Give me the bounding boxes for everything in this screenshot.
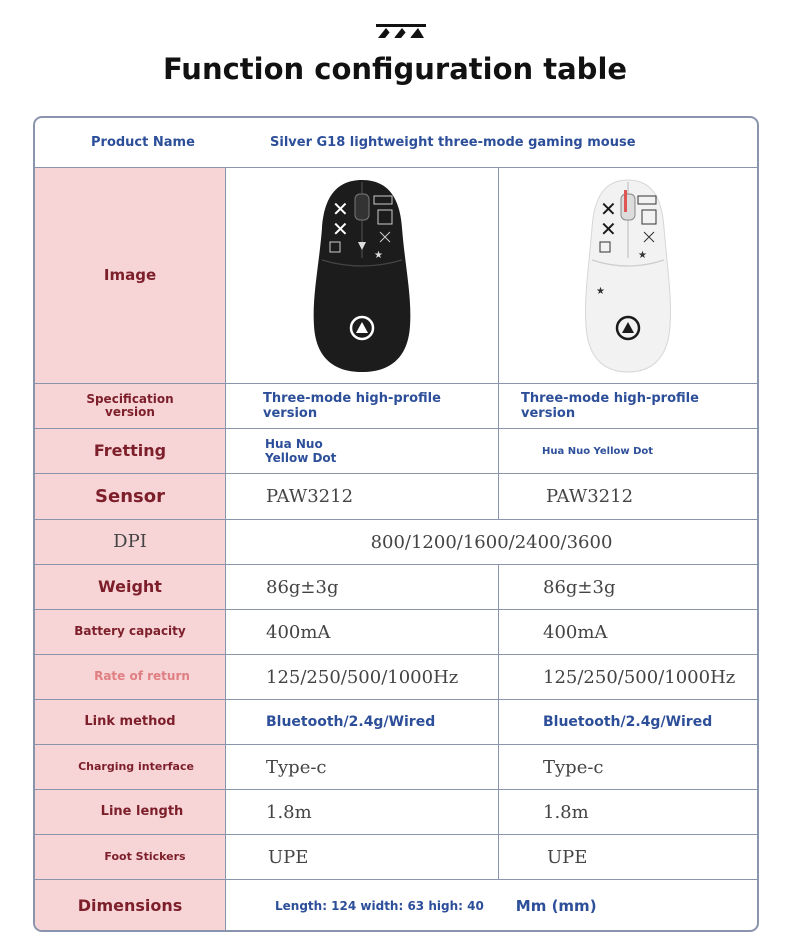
battery-value-2: 400mA — [543, 621, 608, 643]
spec-version-label — [35, 384, 226, 428]
charging-value-1: Type-c — [266, 756, 327, 778]
svg-text:★: ★ — [638, 249, 647, 261]
fretting-value-2: Hua Nuo Yellow Dot — [542, 445, 654, 457]
foot-stickers-label: Foot Stickers — [35, 835, 226, 879]
svg-text:✕: ✕ — [600, 216, 617, 241]
fretting-value-1-line1: Hua Nuo — [265, 437, 323, 451]
link-value-1: Bluetooth/2.4g/Wired — [266, 714, 436, 730]
fretting-cell-2 — [499, 429, 757, 473]
charging-label: Charging interface — [35, 745, 226, 789]
svg-text:✕: ✕ — [332, 196, 349, 221]
product-name-value: Silver G18 lightweight three-mode gaming mouse — [270, 135, 636, 150]
dimensions-value: Length: 124 width: 63 high: 40 — [275, 899, 484, 913]
row-spec-version — [35, 384, 757, 429]
spec-version-value-1: Three-mode high-profile version — [263, 391, 441, 421]
black-mouse-image — [300, 176, 424, 376]
fretting-cell-1 — [226, 429, 499, 473]
link-cell-1 — [226, 700, 499, 744]
row-rate — [35, 655, 757, 700]
sensor-label: Sensor — [35, 474, 226, 519]
battery-value-1: 400mA — [266, 621, 331, 643]
line-length-value-1: 1.8m — [266, 801, 312, 823]
spec-version-cell-1 — [226, 384, 499, 428]
spec-version-label-line2: version — [105, 405, 155, 419]
white-mouse-image — [566, 176, 690, 376]
row-battery — [35, 610, 757, 655]
dpi-cell — [226, 520, 757, 564]
row-image — [35, 168, 757, 384]
image-cell-black — [226, 168, 499, 383]
dimensions-cell — [226, 880, 757, 932]
spec-version-value-2: Three-mode high-profile version — [521, 391, 699, 421]
row-charging — [35, 745, 757, 790]
fretting-value-1-line2: Yellow Dot — [265, 451, 337, 465]
battery-cell-2 — [499, 610, 757, 654]
link-value-2: Bluetooth/2.4g/Wired — [543, 714, 713, 730]
row-weight — [35, 565, 757, 610]
sensor-value-1: PAW3212 — [266, 486, 354, 507]
weight-value-1: 86g±3g — [266, 576, 339, 598]
weight-cell-1 — [226, 565, 499, 609]
row-product-name — [35, 118, 757, 168]
battery-cell-1 — [226, 610, 499, 654]
dpi-label: DPI — [35, 520, 226, 564]
dimensions-label: Dimensions — [35, 880, 226, 932]
dimensions-unit: Mm (mm) — [515, 897, 597, 915]
weight-value-2: 86g±3g — [543, 576, 616, 598]
rate-cell-2 — [499, 655, 757, 699]
svg-text:★: ★ — [374, 249, 383, 261]
page-title: Function configuration table — [162, 52, 628, 86]
dpi-value: 800/1200/1600/2400/3600 — [370, 531, 613, 553]
foot-stickers-cell-1 — [226, 835, 499, 879]
row-dpi — [35, 520, 757, 565]
rate-value-1: 125/250/500/1000Hz — [266, 666, 459, 688]
rate-value-2: 125/250/500/1000Hz — [543, 666, 736, 688]
weight-label: Weight — [35, 565, 226, 609]
link-label: Link method — [35, 700, 226, 744]
foot-stickers-value-2: UPE — [547, 846, 588, 868]
image-label: Image — [35, 168, 226, 383]
svg-text:✕: ✕ — [600, 196, 617, 221]
line-length-value-2: 1.8m — [543, 801, 589, 823]
sensor-value-2: PAW3212 — [546, 486, 634, 507]
rate-label: Rate of return — [35, 655, 226, 699]
line-length-cell-2 — [499, 790, 757, 834]
row-line-length — [35, 790, 757, 835]
weight-cell-2 — [499, 565, 757, 609]
svg-text:★: ★ — [596, 285, 605, 297]
brand-logo-icon — [376, 24, 426, 38]
charging-value-2: Type-c — [543, 756, 604, 778]
image-cell-white — [499, 168, 757, 383]
row-foot-stickers — [35, 835, 757, 880]
charging-cell-2 — [499, 745, 757, 789]
foot-stickers-cell-2 — [499, 835, 757, 879]
line-length-label: Line length — [35, 790, 226, 834]
sensor-cell-2 — [499, 474, 757, 519]
svg-text:✕: ✕ — [332, 216, 349, 241]
charging-cell-1 — [226, 745, 499, 789]
product-name-label: Product Name — [91, 135, 195, 150]
row-dimensions — [35, 880, 757, 932]
foot-stickers-value-1: UPE — [268, 846, 309, 868]
row-link — [35, 700, 757, 745]
row-fretting — [35, 429, 757, 474]
sensor-cell-1 — [226, 474, 499, 519]
rate-cell-1 — [226, 655, 499, 699]
fretting-label: Fretting — [35, 429, 226, 473]
link-cell-2 — [499, 700, 757, 744]
spec-version-cell-2 — [499, 384, 757, 428]
battery-label: Battery capacity — [35, 610, 226, 654]
spec-version-label-line1: Specification — [86, 391, 174, 406]
line-length-cell-1 — [226, 790, 499, 834]
config-table — [33, 116, 759, 932]
row-sensor — [35, 474, 757, 520]
